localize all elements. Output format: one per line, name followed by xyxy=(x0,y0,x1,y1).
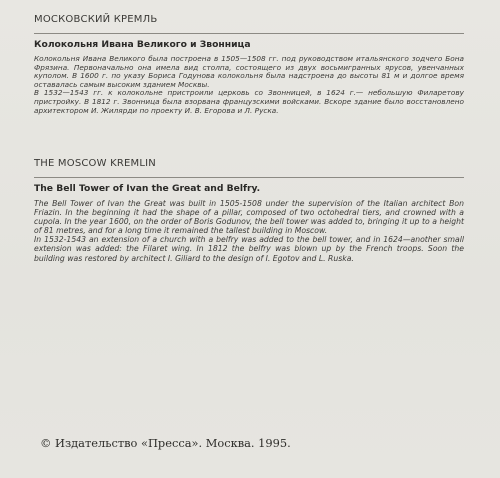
english-subheading: The Bell Tower of Ivan the Great and Belfry. xyxy=(34,177,464,194)
russian-subheading: Колокольня Ивана Великого и Звонница xyxy=(34,33,464,50)
english-paragraph-1: The Bell Tower of Ivan the Great was built in 1505-1508 under the supervision of the Italian architect Bon Friazin. In the beginning it had the shape of a pillar, composed of two octohedral tiers, and crowned with a cupola. In the year 1600, on the order of Boris Godunov, the bell tower was added to, bringing it up to a height of 81 metres, and for a long time it remained the tallest building in Moscow. xyxy=(34,199,464,236)
copyright-notice: © Издательство «Пресса». Москва. 1995. xyxy=(40,436,291,450)
english-paragraph-2: In 1532-1543 an extension of a church with a belfry was added to the bell tower, and in 1624—another small extension was added: the Filaret wing. In 1812 the belfry was blown up by the French troops. Soon the building was restored by architect I. Giliard to the design of I. Egotov and L. Ruska. xyxy=(34,235,464,263)
russian-paragraph-1: Колокольня Ивана Великого была построена в 1505—1508 гг. под руководством итальянского зодчего Бона Фрязина. Первоначально она имела вид столпа, состоящего из двух восьмигранных ярусов, увенчанных куполом. В 1600 г. по указу Бориса Годунова колокольня была надстроена до высоты 81 м и долгое время оставалась самым высоким зданием Москвы. xyxy=(34,54,464,89)
english-heading: THE MOSCOW KREMLIN xyxy=(34,158,156,169)
russian-section xyxy=(34,14,464,115)
russian-paragraph-2: В 1532—1543 гг. к колокольне пристроили церковь со Звонницей, в 1624 г.— небольшую Филаретову пристройку. В 1812 г. Звонница была взорвана французскими войсками. Вскоре здание было восстановлено архитектором И. Жилярди по проекту И. В. Егорова и Л. Руска. xyxy=(34,88,464,115)
russian-heading: МОСКОВСКИЙ КРЕМЛЬ xyxy=(34,14,158,25)
english-section xyxy=(34,158,464,263)
